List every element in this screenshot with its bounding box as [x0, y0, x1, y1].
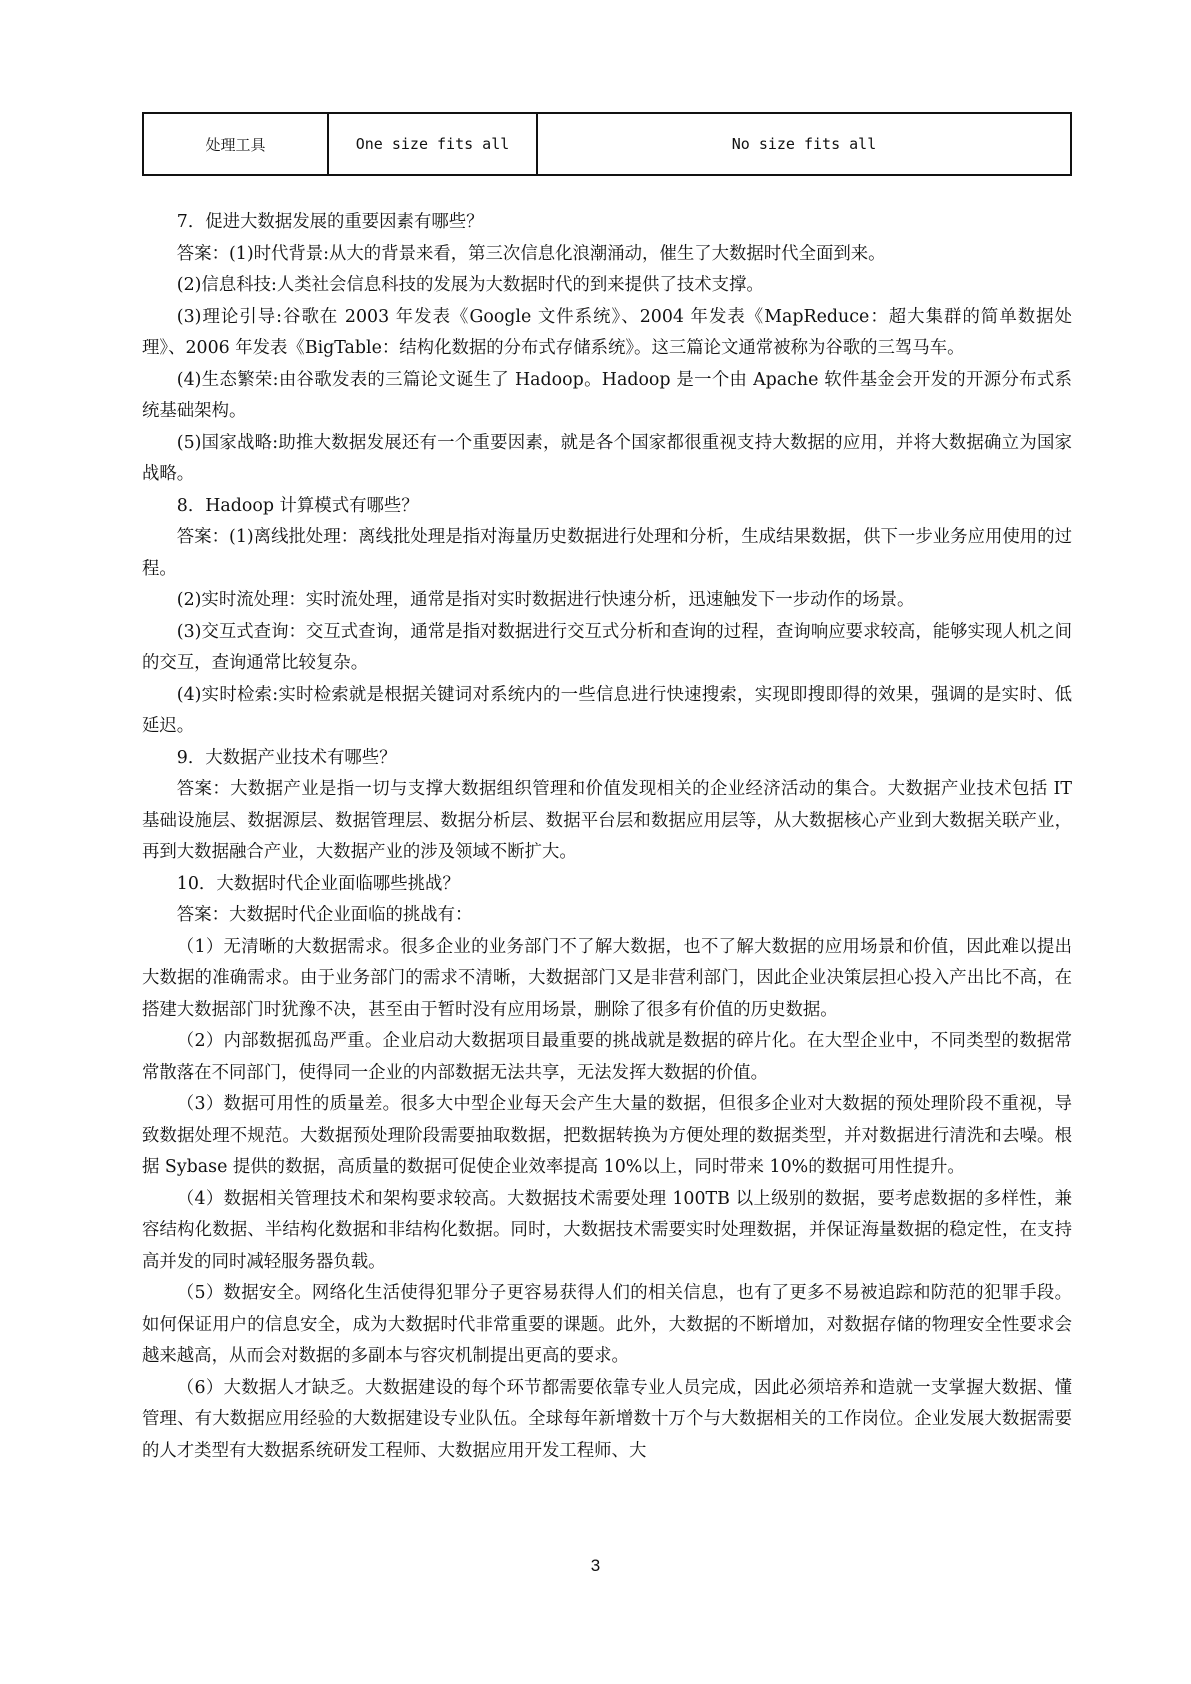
paragraph: (2)信息科技:人类社会信息科技的发展为大数据时代的到来提供了技术支撑。 — [176, 275, 764, 295]
paragraph: (4)生态繁荣:由谷歌发表的三篇论文诞生了 Hadoop。Hadoop 是一个由 Apache 软件基金会开发的开源分布式系统基础架构。 — [142, 369, 1072, 421]
paragraph: (4)实时检索:实时检索就是根据关键词对系统内的一些信息进行快速搜索，实现即搜即得的效果，强调的是实时、低延迟。 — [142, 684, 1072, 736]
table-row — [143, 113, 1071, 175]
paragraph: （3）数据可用性的质量差。很多大中型企业每天会产生大量的数据，但很多企业对大数据的预处理阶段不重视，导致数据处理不规范。大数据预处理阶段需要抽取数据，把数据转换为方便处理的数据类型，并对数据进行清洗和去噪。根据 Sybase 提供的数据，高质量的数据可促使企业效率提高 10%以上，同时带来 10%的数据可用性提升。 — [142, 1094, 1072, 1177]
paragraph: （2）内部数据孤岛严重。企业启动大数据项目最重要的挑战就是数据的碎片化。在大型企业中，不同类型的数据常常散落在不同部门，使得同一企业的内部数据无法共享，无法发挥大数据的价值。 — [142, 1031, 1072, 1083]
question-8: 8．Hadoop 计算模式有哪些？ — [176, 495, 419, 516]
paragraph: 答案：大数据产业是指一切与支撑大数据组织管理和价值发现相关的企业经济活动的集合。大数据产业技术包括 IT 基础设施层、数据源层、数据管理层、数据分析层、数据平台层和数据应用层等，从大数据核心产业到大数据关联产业，再到大数据融合产业，大数据产业的涉及领域不断扩大。 — [142, 779, 1072, 862]
question-7: 7．促进大数据发展的重要因素有哪些？ — [176, 212, 484, 232]
paragraph: （5）数据安全。网络化生活使得犯罪分子更容易获得人们的相关信息，也有了更多不易被追踪和防范的犯罪手段。如何保证用户的信息安全，成为大数据时代非常重要的课题。此外，大数据的不断增加，对数据存储的物理安全性要求会越来越高，从而会对数据的多副本与容灾机制提出更高的要求。 — [142, 1283, 1072, 1366]
question-10: 10．大数据时代企业面临哪些挑战？ — [176, 873, 460, 894]
paragraph: （6）大数据人才缺乏。大数据建设的每个环节都需要依靠专业人员完成，因此必须培养和造就一支掌握大数据、懂管理、有大数据应用经验的大数据建设专业队伍。全球每年新增数十万个与大数据相关的工作岗位。企业发展大数据需要的人才类型有大数据系统研发工程师、大数据应用开发工程师、大 — [142, 1377, 1072, 1461]
paragraph: (3)交互式查询：交互式查询，通常是指对数据进行交互式分析和查询的过程，查询响应要求较高，能够实现人机之间的交互，查询通常比较复杂。 — [142, 621, 1072, 673]
page-number: 3 — [590, 1556, 601, 1575]
table-cell-tool: 处理工具 — [143, 113, 328, 175]
question-9: 9．大数据产业技术有哪些？ — [176, 747, 397, 768]
paragraph: (3)理论引导:谷歌在 2003 年发表《Google 文件系统》、2004 年发表《MapReduce：超大集群的简单数据处理》、2006 年发表《BigTable：结构化数据的分布式存储系统》。这三篇论文通常被称为谷歌的三驾马车。 — [142, 306, 1072, 358]
paragraph: 答案：(1)时代背景:从大的背景来看，第三次信息化浪潮涌动，催生了大数据时代全面到来。 — [176, 243, 886, 264]
table-cell-bigdata: No size fits all — [537, 113, 1071, 175]
table-cell-traditional: One size fits all — [328, 113, 537, 175]
paragraph: (5)国家战略:助推大数据发展还有一个重要因素，就是各个国家都很重视支持大数据的应用，并将大数据确立为国家战略。 — [142, 432, 1072, 484]
comparison-table — [142, 112, 1072, 176]
paragraph: (2)实时流处理：实时流处理，通常是指对实时数据进行快速分析，迅速触发下一步动作的场景。 — [176, 590, 915, 610]
paragraph: 答案：大数据时代企业面临的挑战有： — [176, 905, 473, 925]
paragraph: （1）无清晰的大数据需求。很多企业的业务部门不了解大数据，也不了解大数据的应用场景和价值，因此难以提出大数据的准确需求。由于业务部门的需求不清晰，大数据部门又是非营利部门，因此企业决策层担心投入产出比不高，在搭建大数据部门时犹豫不决，甚至由于暂时没有应用场景，删除了很多有价值的历史数据。 — [142, 936, 1072, 1020]
answer-text — [142, 207, 1072, 1467]
paragraph: 答案：(1)离线批处理：离线批处理是指对海量历史数据进行处理和分析，生成结果数据，供下一步业务应用使用的过程。 — [142, 527, 1072, 579]
paragraph: （4）数据相关管理技术和架构要求较高。大数据技术需要处理 100TB 以上级别的数据，要考虑数据的多样性，兼容结构化数据、半结构化数据和非结构化数据。同时，大数据技术需要实时处理数据，并保证海量数据的稳定性，在支持高并发的同时减轻服务器负载。 — [142, 1188, 1072, 1272]
